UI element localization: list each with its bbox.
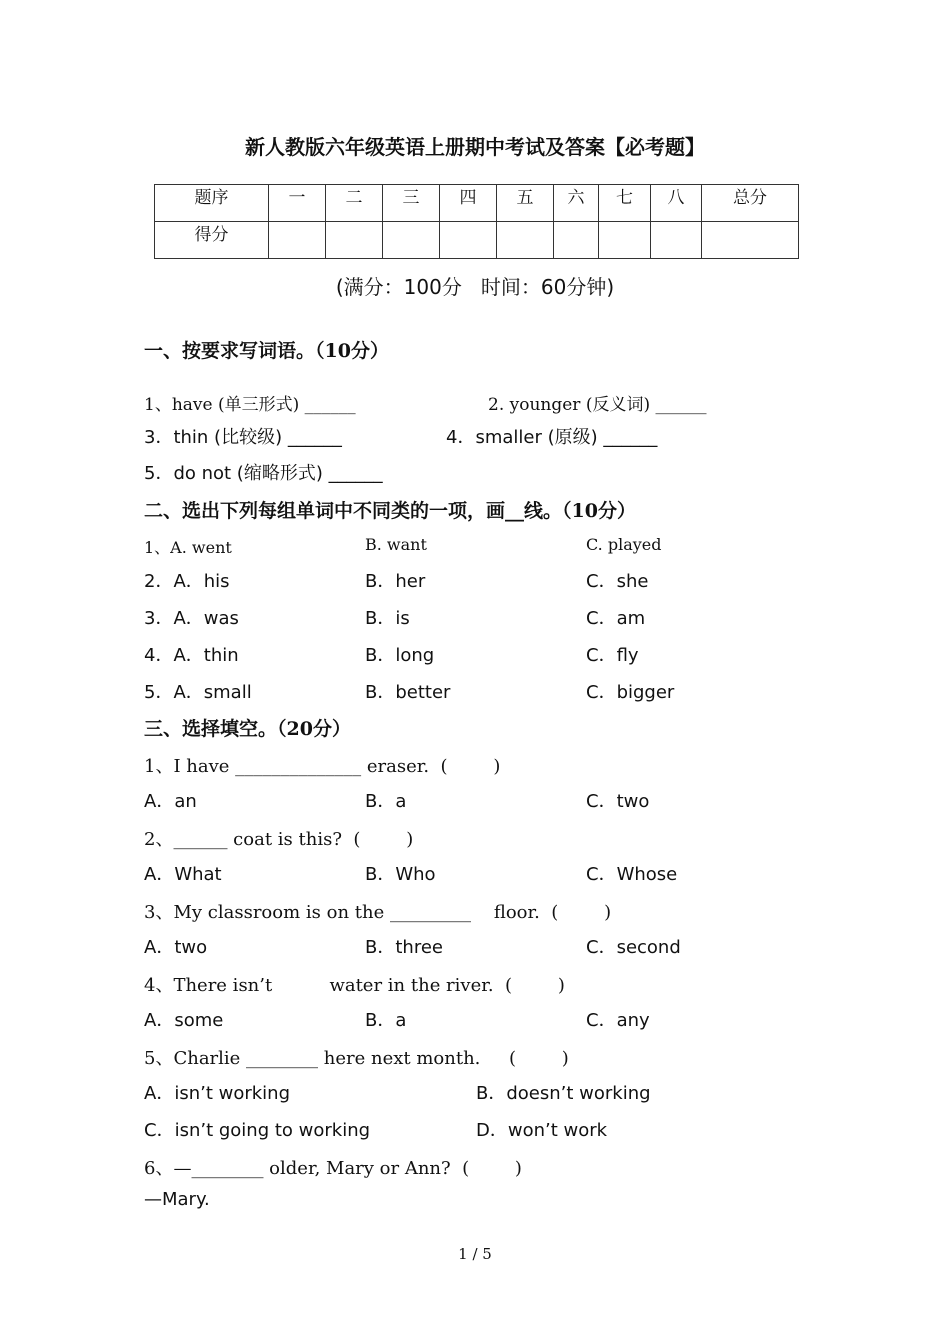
score-cell[interactable] <box>269 222 326 259</box>
s3-option: A．What <box>144 864 222 885</box>
s2-option: 1、A. went <box>144 538 232 557</box>
s2-option: B．her <box>365 571 426 592</box>
s3-answer-line: —Mary. <box>144 1189 210 1210</box>
score-cell[interactable] <box>326 222 383 259</box>
section-1-title: 一、按要求写词语。（10分） <box>144 340 389 362</box>
page-number: 1 / 5 <box>458 1245 492 1263</box>
s3-option: A．some <box>144 1010 224 1031</box>
score-header-cell: 五 <box>497 185 554 222</box>
s3-question-2: 2、______ coat is this? ( ) <box>144 829 414 850</box>
s3-option: A．two <box>144 937 208 958</box>
document-title: 新人教版六年级英语上册期中考试及答案【必考题】 <box>245 135 705 159</box>
s3-option: A．isn’t working <box>144 1083 290 1104</box>
s2-option: B．better <box>365 682 451 703</box>
s3-option: B．three <box>365 937 443 958</box>
score-header-cell: 八 <box>651 185 702 222</box>
score-cell[interactable] <box>440 222 497 259</box>
s3-question-4: 4、There isn’t water in the river. ( ) <box>144 975 565 996</box>
s2-option: C．am <box>586 608 646 629</box>
s3-option: A．an <box>144 791 197 812</box>
s3-question-6: 6、—________ older, Mary or Ann? ( ) <box>144 1158 522 1179</box>
s3-option: C．any <box>586 1010 650 1031</box>
s2-option: 5．A．small <box>144 682 252 703</box>
s2-option: 2．A．his <box>144 571 230 592</box>
s3-option: B．Who <box>365 864 436 885</box>
s2-option: C．she <box>586 571 649 592</box>
s1-question-2: 2. younger (反义词) ______ <box>488 395 707 415</box>
s3-option: B．doesn’t working <box>476 1083 651 1104</box>
score-cell[interactable] <box>599 222 651 259</box>
score-header-cell: 四 <box>440 185 497 222</box>
s2-option: C. played <box>586 535 662 554</box>
score-cell[interactable] <box>383 222 440 259</box>
s2-option: C．fly <box>586 645 639 666</box>
score-cell[interactable] <box>702 222 799 259</box>
score-cell[interactable] <box>554 222 599 259</box>
score-header-cell: 总分 <box>702 185 799 222</box>
s2-option: 3．A．was <box>144 608 239 629</box>
score-row-label: 得分 <box>155 222 269 259</box>
score-header-cell: 七 <box>599 185 651 222</box>
s2-option: B．long <box>365 645 435 666</box>
s3-question-3: 3、My classroom is on the _________ floor. ( ) <box>144 902 612 923</box>
s3-option: B．a <box>365 791 407 812</box>
s3-option: C．two <box>586 791 650 812</box>
score-header-cell: 六 <box>554 185 599 222</box>
s3-option: D．won’t work <box>476 1120 608 1141</box>
score-header-cell: 三 <box>383 185 440 222</box>
section-2-title: 二、选出下列每组单词中不同类的一项，画__线。（10分） <box>144 500 636 522</box>
s2-option: B. want <box>365 535 427 554</box>
score-table-header-row <box>155 185 799 222</box>
s1-question-3: 3．thin (比较级) ______ <box>144 427 342 448</box>
score-header-cell: 题序 <box>155 185 269 222</box>
score-cell[interactable] <box>651 222 702 259</box>
score-header-cell: 二 <box>326 185 383 222</box>
score-cell[interactable] <box>497 222 554 259</box>
s3-option: B．a <box>365 1010 407 1031</box>
s3-question-1: 1、I have ______________ eraser. ( ) <box>144 756 501 777</box>
s3-question-5: 5、Charlie ________ here next month. ( ) <box>144 1048 569 1069</box>
score-header-cell: 一 <box>269 185 326 222</box>
s2-option: B．is <box>365 608 410 629</box>
s3-option: C．second <box>586 937 681 958</box>
score-table <box>154 184 799 259</box>
s3-option: C．Whose <box>586 864 678 885</box>
s2-option: 4．A．thin <box>144 645 239 666</box>
s1-question-4: 4．smaller (原级) ______ <box>446 427 658 448</box>
s1-question-1: 1、have (单三形式) ______ <box>144 395 356 415</box>
score-info: (满分：100分 时间：60分钟) <box>335 275 615 299</box>
s3-option: C．isn’t going to working <box>144 1120 371 1141</box>
section-3-title: 三、选择填空。（20分） <box>144 718 351 740</box>
score-table-score-row <box>155 222 799 259</box>
s1-question-5: 5．do not (缩略形式) ______ <box>144 463 383 484</box>
s2-option: C．bigger <box>586 682 675 703</box>
